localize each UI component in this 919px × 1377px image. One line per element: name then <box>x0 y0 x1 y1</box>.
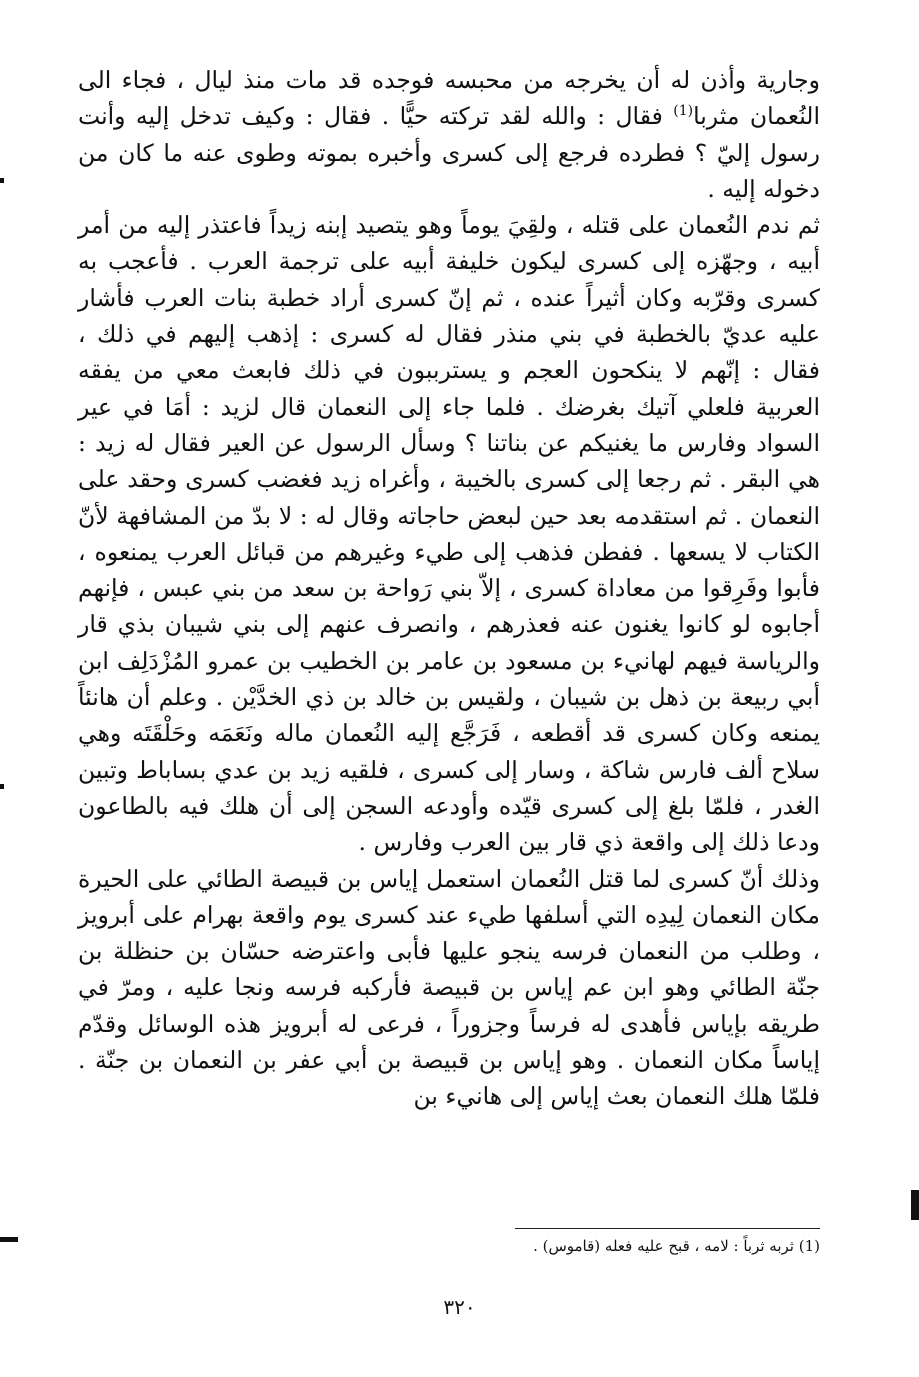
scan-edge-mark-4 <box>911 1190 919 1220</box>
footnote-marker: (1) <box>673 103 694 120</box>
paragraph-1-text: وجارية وأذن له أن يخرجه من محبسه فوجده قد مات منذ ليال ، فجاء الى النُعمان مثربا <box>78 66 820 131</box>
page-number: ٣٢٠ <box>443 1295 476 1319</box>
scan-edge-mark-1 <box>0 178 4 183</box>
paragraph-3: وذلك أنّ كسرى لما قتل النُعمان استعمل إياس بن قبيصة الطائي على الحيرة مكان النعمان لِيدِه التي أسلفها طيء عند كسرى يوم واقعة بهرام على أبرويز ، وطلب من النعمان فرسه ينجو عليها فأبى واعترضه حسّان بن حنظلة بن جنّة الطائي وهو ابن عم إياس بن قبيصة فأركبه فرسه ونجا عليه ، ومرّ في طريقه بإياس فأهدى له فرساً وجزوراً ، فرعى له أبرويز هذه الوسائل وقدّم إياساً مكان النعمان . وهو إياس بن قبيصة بن أبي عفر بن النعمان بن جنّة . فلمّا هلك النعمان بعث إياس إلى هانيء بن <box>78 864 820 1111</box>
scan-edge-mark-2 <box>0 784 4 789</box>
paragraph-1 <box>78 62 820 207</box>
body-text <box>78 62 820 1115</box>
footnote-divider <box>515 1228 820 1229</box>
paragraph-1-continued: فقال : والله لقد تركته حيًّا . فقال : وكيف تدخل إليه وأنت رسول إليّ ؟ فطرده فرجع إلى كسرى وأخبره بموته وطوى عنه ما كان من دخوله إليه . <box>78 102 820 203</box>
footnote: (1) ثربه ثرباً : لامه ، قبح عليه فعله (قاموس) . <box>533 1237 820 1255</box>
paragraph-2: ثم ندم النُعمان على قتله ، ولقِيَ يوماً وهو يتصيد إبنه زيداً فاعتذر إليه من أمر أبيه ، وجهّزه إلى كسرى ليكون خليفة أبيه على ترجمة العرب . فأعجب به كسرى وقرّبه وكان أثيراً عنده ، ثم إنّ كسرى أراد خطبة بنات العرب فأشار عليه عديّ بالخطبة في بني منذر فقال له كسرى : إذهب إليهم في ذلك ، فقال : إنّهم لا ينكحون العجم و يسترببون في ذلك فابعث معي من يفقه العربية فلعلي آتيك بغرضك . فلما جاء إلى النعمان قال لزيد : أمَا في عير السواد وفارس ما يغنيكم عن بناتنا ؟ وسأل الرسول عن العير فقال له زيد : هي البقر . ثم رجعا إلى كسرى بالخيبة ، وأغراه زيد فغضب كسرى وحقد على النعمان . ثم استقدمه بعد حين لبعض حاجاته وقال له : لا بدّ من المشافهة لأنّ الكتاب لا يسعها . ففطن فذهب إلى طيء وغيرهم من قبائل العرب يمنعوه ، فأبوا وفَرِقوا من معاداة كسرى ، إلاّ بني رَواحة بن سعد من بني عبس ، فإنهم أجابوه لو كانوا يغنون عنه فعذرهم ، وانصرف عنهم إلى بني شيبان بذي قار والرياسة فيهم لهانيء بن مسعود بن عامر بن الخطيب بن عمرو المُزْدَلِف ابن أبي ربيعة بن ذهل بن شيبان ، ولقيس بن خالد بن ذي الخدَّيْن . وعلم أن هانئاً يمنعه وكان كسرى قد أقطعه ، فَرَجَّع إليه النُعمان ماله ونَعَمَه وحَلْقَتَه وهي سلاح ألف فارس شاكة ، وسار إلى كسرى ، فلقيه زيد بن عدي بساباط وتبين الغدر ، فلمّا بلغ إلى كسرى قيّده وأودعه السجن إلى أن هلك فيه بالطاعون ودعا ذلك إلى واقعة ذي قار بين العرب وفارس . <box>78 211 820 857</box>
scan-edge-mark-3 <box>0 1237 18 1242</box>
